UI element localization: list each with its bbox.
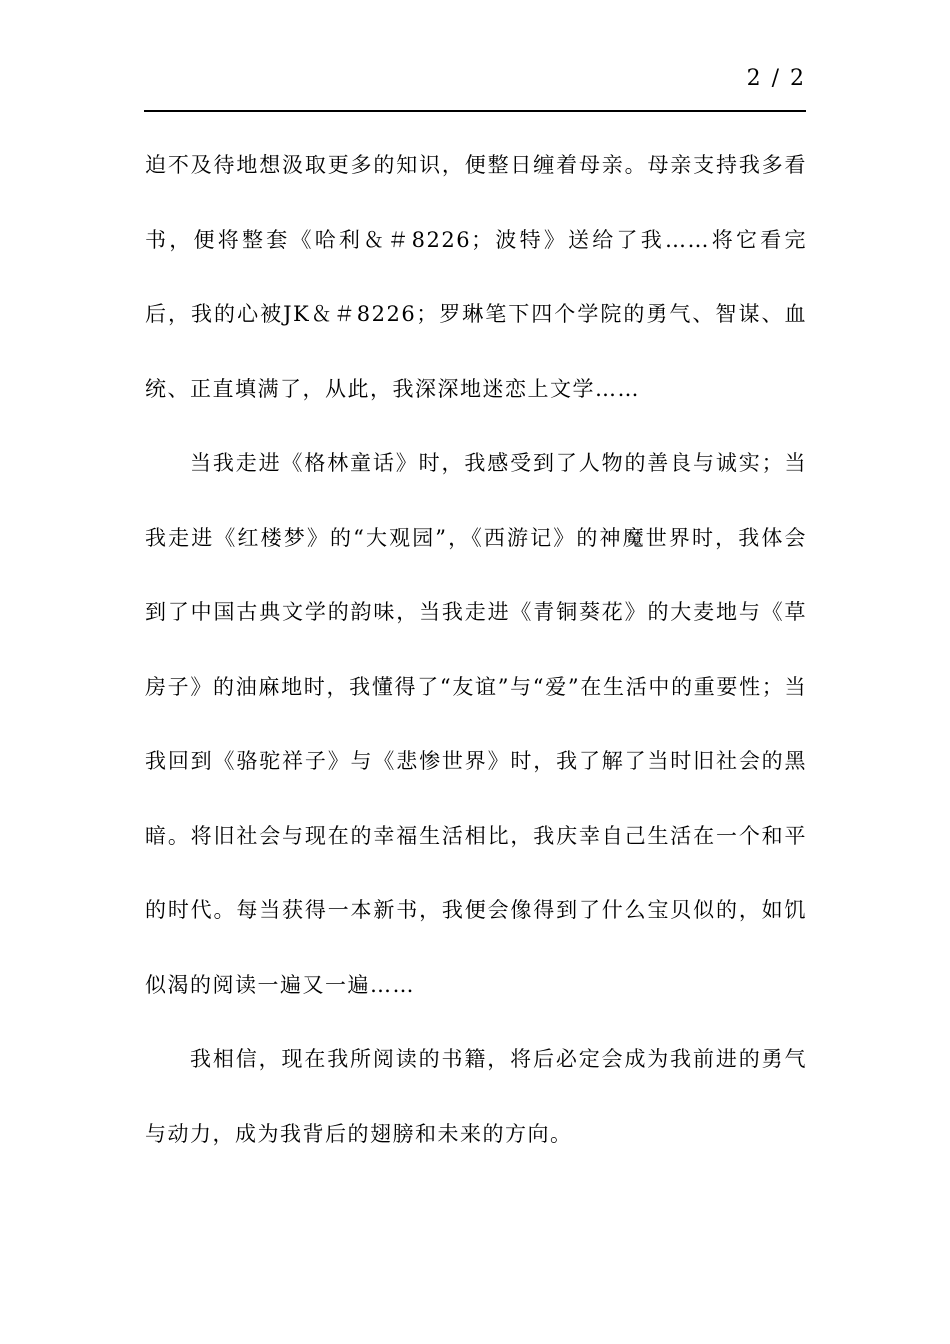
paragraph-1: 迫不及待地想汲取更多的知识，便整日缠着母亲。母亲支持我多看书，便将整套《哈利＆＃8226；波特》送给了我……将它看完后，我的心被JK＆＃8226；罗琳笔下四个学院的勇气、智谋、血统、正直填满了，从此，我深深地迷恋上文学……: [145, 153, 807, 401]
document-body: [145, 128, 807, 1171]
page-number: 2 / 2: [746, 66, 806, 91]
header-divider: [144, 110, 806, 112]
paragraph-3: 我相信，现在我所阅读的书籍，将后必定会成为我前进的勇气与动力，成为我背后的翅膀和未来的方向。: [145, 1047, 807, 1146]
paragraph-2: 当我走进《格林童话》时，我感受到了人物的善良与诚实；当我走进《红楼梦》的“大观园”，《西游记》的神魔世界时，我体会到了中国古典文学的韵味，当我走进《青铜葵花》的大麦地与《草房子》的油麻地时，我懂得了“友谊”与“爱”在生活中的重要性；当我回到《骆驼祥子》与《悲惨世界》时，我了解了当时旧社会的黑暗。将旧社会与现在的幸福生活相比，我庆幸自己生活在一个和平的时代。每当获得一本新书，我便会像得到了什么宝贝似的，如饥似渴的阅读一遍又一遍……: [145, 451, 807, 997]
